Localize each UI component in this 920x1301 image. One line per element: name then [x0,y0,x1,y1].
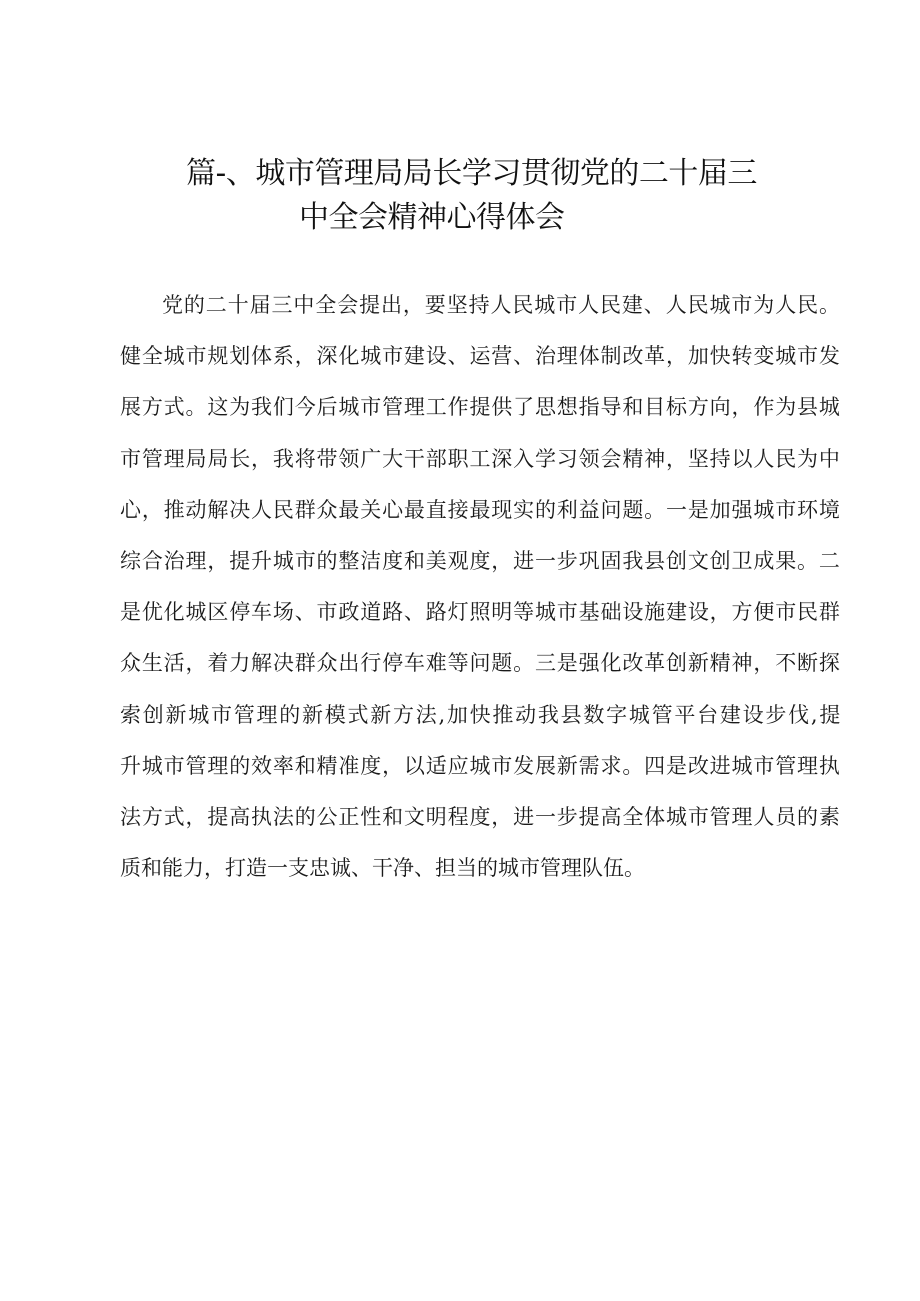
paragraph-line: 综合治理，提升城市的整洁度和美观度，进一步巩固我县创文创卫成果。二 [120,548,841,573]
paragraph-line: 健全城市规划体系，深化城市建设、运营、治理体制改革，加快转变城市发 [120,344,841,369]
paragraph-line: 是优化城区停车场、市政道路、路灯照明等城市基础设施建设，方便市民群 [120,600,841,625]
paragraph-line: 市管理局局长，我将带领广大干部职工深入学习领会精神，坚持以人民为中 [120,446,841,471]
document-title [120,152,880,240]
paragraph-line: 众生活，着力解决群众出行停车难等问题。三是强化改革创新精神，不断探 [120,651,841,676]
paragraph-line: 党的二十届三中全会提出，要坚持人民城市人民建、人民城市为人民。 [162,293,841,317]
title-line-1: 篇-、城市管理局局长学习贯彻党的二十届三 [186,156,757,191]
paragraph-line: 展方式。这为我们今后城市管理工作提供了思想指导和目标方向，作为县城 [120,395,841,420]
paragraph-line: 升城市管理的效率和精准度，以适应城市发展新需求。四是改进城市管理执 [120,753,841,778]
body-paragraph [120,280,843,894]
paragraph-line: 法方式，提高执法的公正性和文明程度，进一步提高全体城市管理人员的素 [120,804,841,829]
paragraph-line: 心，推动解决人民群众最关心最直接最现实的利益问题。一是加强城市环境 [120,497,841,522]
paragraph-line: 索创新城市管理的新模式新方法,加快推动我县数字城管平台建设步伐,提 [120,702,843,727]
title-line-2: 中全会精神心得体会 [299,200,565,235]
paragraph-line: 质和能力，打造一支忠诚、干净、担当的城市管理队伍。 [120,856,645,881]
